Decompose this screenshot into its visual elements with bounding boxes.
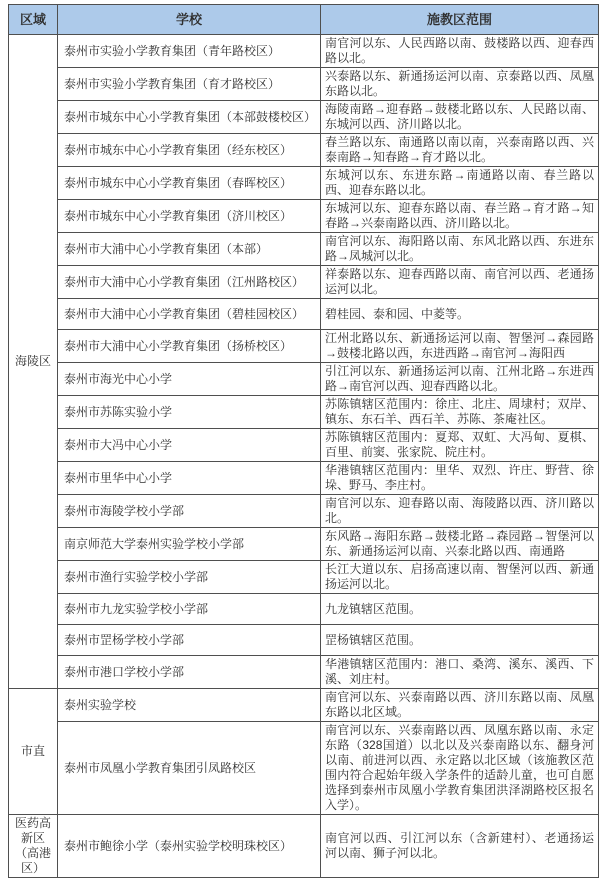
district-range-cell: 长江大道以东、启扬高速以南、智堡河以西、新通扬运河以北。 xyxy=(321,561,599,594)
district-range-cell: 罡杨镇辖区范围。 xyxy=(321,625,599,656)
table-row xyxy=(9,233,599,266)
school-cell: 泰州市港口学校小学部 xyxy=(58,656,321,689)
region-cell: 医药高新区（高港区） xyxy=(9,815,58,878)
district-range-cell: 南官河以东、迎春路以南、海陵路以西、济川路以北。 xyxy=(321,495,599,528)
school-cell: 泰州市海光中心小学 xyxy=(58,363,321,396)
school-cell: 泰州市海陵学校小学部 xyxy=(58,495,321,528)
district-range-cell: 东城河以东、迎春东路以南、春兰路→育才路→知春路→兴泰南路以西、济川路以北。 xyxy=(321,200,599,233)
district-range-cell: 海陵南路→迎春路→鼓楼北路以东、人民路以南、东城河以西、济川路以北。 xyxy=(321,101,599,134)
school-cell: 泰州市鲍徐小学（泰州实验学校明珠校区） xyxy=(58,815,321,878)
region-cell: 市直 xyxy=(9,689,58,815)
table-row xyxy=(9,722,599,815)
school-cell: 泰州市凤凰小学教育集团引凤路校区 xyxy=(58,722,321,815)
region-cell: 海陵区 xyxy=(9,35,58,689)
table-row xyxy=(9,594,599,625)
school-cell: 泰州市罡杨学校小学部 xyxy=(58,625,321,656)
table-row xyxy=(9,68,599,101)
school-cell: 泰州市渔行实验学校小学部 xyxy=(58,561,321,594)
column-header-region: 区域 xyxy=(9,5,58,35)
table-row xyxy=(9,363,599,396)
column-header-range: 施教区范围 xyxy=(321,5,599,35)
table-row xyxy=(9,35,599,68)
school-cell: 泰州市实验小学教育集团（青年路校区） xyxy=(58,35,321,68)
school-cell: 泰州市苏陈实验小学 xyxy=(58,396,321,429)
school-cell: 泰州实验学校 xyxy=(58,689,321,722)
table-row xyxy=(9,815,599,878)
table-row xyxy=(9,101,599,134)
table-body xyxy=(9,35,599,878)
table-row xyxy=(9,625,599,656)
district-range-cell: 九龙镇辖区范围。 xyxy=(321,594,599,625)
table-row xyxy=(9,200,599,233)
school-cell: 泰州市里华中心小学 xyxy=(58,462,321,495)
school-cell: 泰州市大浦中心小学教育集团（扬桥校区） xyxy=(58,330,321,363)
table-row xyxy=(9,167,599,200)
table-row xyxy=(9,429,599,462)
district-range-cell: 南官河以东、海阳路以南、东风北路以西、东进东路→凤城河以北。 xyxy=(321,233,599,266)
table-row xyxy=(9,396,599,429)
school-cell: 泰州市实验小学教育集团（育才路校区） xyxy=(58,68,321,101)
school-cell: 泰州市大浦中心小学教育集团（碧桂园校区） xyxy=(58,299,321,330)
table-row xyxy=(9,561,599,594)
school-cell: 泰州市大冯中心小学 xyxy=(58,429,321,462)
table-row xyxy=(9,656,599,689)
district-range-cell: 华港镇辖区范围内：里华、双烈、许庄、野营、徐垛、野马、李庄村。 xyxy=(321,462,599,495)
header-row xyxy=(9,5,599,35)
district-range-cell: 江州北路以东、新通扬运河以南、智堡河→森园路→鼓楼北路以西，东进西路→南官河→海阳西 xyxy=(321,330,599,363)
district-range-cell: 碧桂园、泰和园、中菱等。 xyxy=(321,299,599,330)
table-row xyxy=(9,330,599,363)
district-range-cell: 东城河以东、东进东路→南通路以南、春兰路以西、迎春东路以北。 xyxy=(321,167,599,200)
table-row xyxy=(9,299,599,330)
district-range-cell: 春兰路以东、南通路以南以南，兴泰南路以西、兴泰南路→知春路→育才路以北。 xyxy=(321,134,599,167)
school-cell: 泰州市大浦中心小学教育集团（江州路校区） xyxy=(58,266,321,299)
district-range-cell: 苏陈镇辖区范围内：徐庄、北庄、周埭村；双岸、镇东、东石羊、西石羊、苏陈、茶庵社区。 xyxy=(321,396,599,429)
district-range-cell: 南官河以东、兴泰南路以西、凤凰东路以南、永定东路（328国道）以北以及兴泰南路以东、翻身河以南、前进河以西、永定路以北区域（该施教区范围内符合起始年级入学条件的适龄儿童，也可自愿选择到泰州市凤凰小学教育集团洪泽湖路校区报名入学）。 xyxy=(321,722,599,815)
district-range-cell: 南官河以东、兴泰南路以西、济川东路以南、凤凰东路以北区域。 xyxy=(321,689,599,722)
school-cell: 泰州市城东中心小学教育集团（济川校区） xyxy=(58,200,321,233)
table-row xyxy=(9,689,599,722)
school-cell: 南京师范大学泰州实验学校小学部 xyxy=(58,528,321,561)
school-district-table xyxy=(8,4,599,878)
school-cell: 泰州市九龙实验学校小学部 xyxy=(58,594,321,625)
school-cell: 泰州市城东中心小学教育集团（春晖校区） xyxy=(58,167,321,200)
table-row xyxy=(9,495,599,528)
district-range-cell: 华港镇辖区范围内：港口、桑湾、溪东、溪西、下溪、刘庄村。 xyxy=(321,656,599,689)
school-cell: 泰州市大浦中心小学教育集团（本部） xyxy=(58,233,321,266)
district-range-cell: 兴泰路以东、新通扬运河以南、京泰路以西、凤凰东路以北。 xyxy=(321,68,599,101)
district-range-cell: 苏陈镇辖区范围内：夏郑、双虹、大冯甸、夏棋、百里、前窦、张家院、院庄村。 xyxy=(321,429,599,462)
column-header-school: 学校 xyxy=(58,5,321,35)
school-cell: 泰州市城东中心小学教育集团（经东校区） xyxy=(58,134,321,167)
school-cell: 泰州市城东中心小学教育集团（本部鼓楼校区） xyxy=(58,101,321,134)
district-range-cell: 东风路→海阳东路→鼓楼北路→森园路→智堡河以东、新通扬运河以南、兴泰北路以西、南通路 xyxy=(321,528,599,561)
district-range-cell: 祥泰路以东、迎春西路以南、南官河以西、老通扬运河以北。 xyxy=(321,266,599,299)
district-range-cell: 引江河以东、新通扬运河以南、江州北路→东进西路→南官河以西、迎春西路以北。 xyxy=(321,363,599,396)
district-range-cell: 南官河以西、引江河以东（含新建村）、老通扬运河以南、狮子河以北。 xyxy=(321,815,599,878)
table-row xyxy=(9,134,599,167)
district-range-cell: 南官河以东、人民西路以南、鼓楼路以西、迎春西路以北。 xyxy=(321,35,599,68)
table-row xyxy=(9,266,599,299)
table-row xyxy=(9,462,599,495)
table-row xyxy=(9,528,599,561)
